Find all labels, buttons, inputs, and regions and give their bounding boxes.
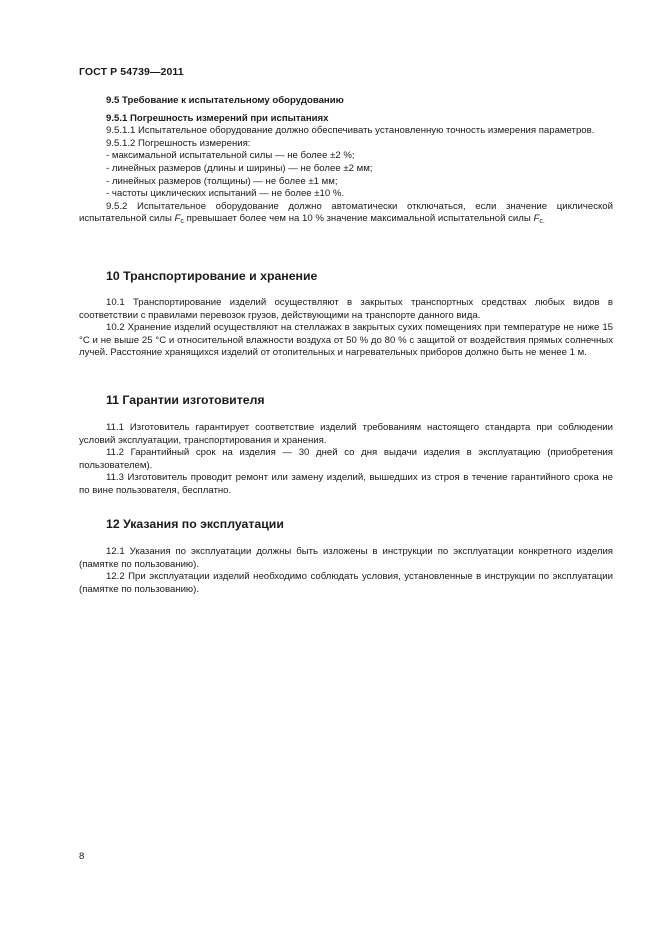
- paragraph-10-1: 10.1 Транспортирование изделий осуществляют в закрытых транспортных средствах любых видов в соответствии с правилами перевозок грузов, действующими на транспорте данного вида.: [79, 297, 613, 321]
- paragraph-11-1: 11.1 Изготовитель гарантирует соответствие изделий требованиям настоящего стандарта при соблюдении условий эксплуатации, транспортирования и хранения.: [79, 422, 613, 446]
- section-12-title: 12 Указания по эксплуатации: [106, 517, 284, 531]
- section-9-5-title: 9.5 Требование к испытательному оборудованию: [106, 95, 344, 106]
- section-11-title: 11 Гарантии изготовителя: [106, 393, 265, 407]
- section-9-5-1-title: 9.5.1 Погрешность измерений при испытаниях: [106, 112, 329, 124]
- section-9-5: [79, 95, 613, 226]
- list-item: - линейных размеров (длины и ширины) — не более ±2 мм;: [106, 162, 373, 174]
- paragraph-11-2: 11.2 Гарантийный срок на изделия — 30 дней со дня выдачи изделия в эксплуатацию (приобретения пользователем).: [79, 447, 613, 471]
- page-number: 8: [79, 851, 85, 862]
- paragraph-12-1: 12.1 Указания по эксплуатации должны быть изложены в инструкции по эксплуатации конкретного изделия (памятке по пользованию).: [79, 546, 613, 570]
- section-12: [79, 516, 613, 596]
- list-item: - линейных размеров (толщины) — не более ±1 мм;: [106, 175, 338, 187]
- paragraph-9-5-1-2: 9.5.1.2 Погрешность измерения:: [106, 137, 251, 149]
- paragraph-9-5-1-1: 9.5.1.1 Испытательное оборудование должно обеспечивать установленную точность измерения параметров.: [106, 125, 595, 137]
- paragraph-11-3: 11.3 Изготовитель проводит ремонт или замену изделий, вышедших из строя в течение гарантийного срока не по вине пользователя, бесплатно.: [79, 472, 613, 496]
- section-11: [79, 392, 613, 498]
- paragraph-9-5-2: 9.5.2 Испытательное оборудование должно автоматически отключаться, если значение циклической испытательной силы $F_c$ превышает более чем на 10 % значение максимальной испытательной силы $F_{c.}$: [79, 200, 613, 226]
- list-item: - частоты циклических испытаний — не более ±10 %.: [106, 188, 345, 200]
- standard-number: ГОСТ Р 54739—2011: [79, 66, 184, 78]
- section-10: [79, 268, 613, 360]
- paragraph-10-2: 10.2 Хранение изделий осуществляют на стеллажах в закрытых сухих помещениях при температуре не ниже 15 °С и не выше 25 °С и относительной влажности воздуха от 50 % до 80 % с защитой от воздействия прямых солнечных лучей. Расстояние хранящихся изделий от отопительных и нагревательных приборов должно быть не менее 1 м.: [79, 322, 613, 359]
- list-item: - максимальной испытательной силы — не более ±2 %;: [106, 150, 355, 162]
- paragraph-12-2: 12.2 При эксплуатации изделий необходимо соблюдать условия, установленные в инструкции по эксплуатации (памятке по пользованию).: [79, 571, 613, 595]
- section-10-title: 10 Транспортирование и хранение: [106, 269, 318, 283]
